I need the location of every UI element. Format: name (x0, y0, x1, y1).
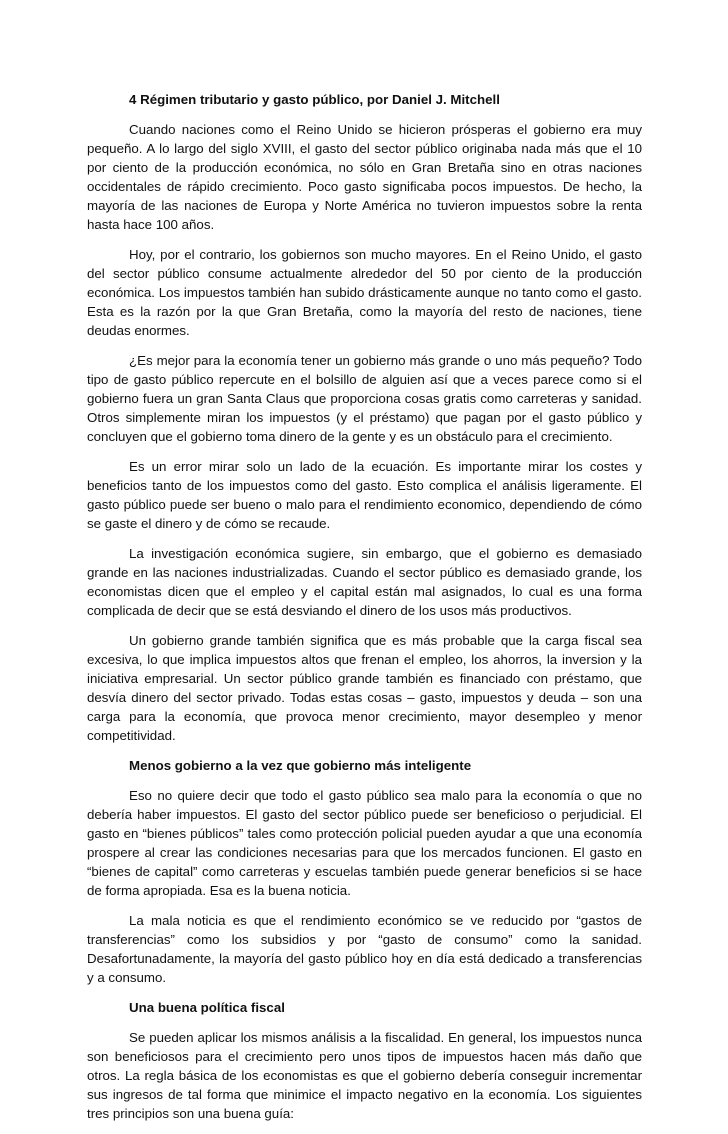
paragraph: Eso no quiere decir que todo el gasto público sea malo para la economía o que no debería haber impuestos. El gasto del sector público puede ser beneficioso o perjudicial. El gasto en “bienes públicos” tales como protección policial pueden ayudar a que una economía prospere al crear las condiciones necesarias para que los mercados funcionen. El gasto en “bienes de capital” como carreteras y escuelas también puede generar beneficios si se hace de forma apropiada. Esa es la buena noticia. (87, 788, 642, 898)
paragraph: Se pueden aplicar los mismos análisis a la fiscalidad. En general, los impuestos nunca son beneficiosos para el crecimiento pero unos tipos de impuestos hacen más daño que otros. La regla básica de los economistas es que el gobierno debería conseguir incrementar sus ingresos de tal forma que minimice el impacto negativo en la economía. Los siguientes tres principios son una buena guía: (87, 1030, 642, 1121)
paragraph: La mala noticia es que el rendimiento económico se ve reducido por “gastos de transferencias” como los subsidios y por “gasto de consumo” como la sanidad. Desafortunadamente, la mayoría del gasto público hoy en día está dedicado a transferencias y a consumo. (87, 913, 642, 985)
subheading: Menos gobierno a la vez que gobierno más inteligente (129, 758, 472, 773)
paragraph: La investigación económica sugiere, sin embargo, que el gobierno es demasiado grande en las naciones industrializadas. Cuando el sector público es demasiado grande, los economistas dicen que el empleo y el capital están mal asignados, lo cual es una forma complicada de decir que se está desviando el dinero de los usos más productivos. (87, 546, 642, 618)
paragraph: Cuando naciones como el Reino Unido se hicieron prósperas el gobierno era muy pequeño. A lo largo del siglo XVIII, el gasto del sector público originaba nada más que el 10 por ciento de la producción económica, no sólo en Gran Bretaña sino en otras naciones occidentales de rápido crecimiento. Poco gasto significaba pocos impuestos. De hecho, la mayoría de las naciones de Europa y Norte América no tuvieron impuestos sobre la renta hasta hace 100 años. (87, 122, 642, 232)
subheading: Una buena política fiscal (129, 1000, 285, 1015)
paragraph: ¿Es mejor para la economía tener un gobierno más grande o uno más pequeño? Todo tipo de gasto público repercute en el bolsillo de alguien así que a veces parece como si el gobierno fuera un gran Santa Claus que proporciona cosas gratis como carreteras y sanidad. Otros simplemente miran los impuestos (y el préstamo) que pagan por el gasto público y concluyen que el gobierno toma dinero de la gente y es un obstáculo para el crecimiento. (87, 353, 642, 444)
document-body (87, 90, 642, 1134)
paragraph: Es un error mirar solo un lado de la ecuación. Es importante mirar los costes y beneficios tanto de los impuestos como del gasto. Esto complica el análisis ligeramente. El gasto público puede ser bueno o malo para el rendimiento economico, dependiendo de cómo se gaste el dinero y de cómo se recaude. (87, 459, 642, 531)
paragraph: Hoy, por el contrario, los gobiernos son mucho mayores. En el Reino Unido, el gasto del sector público consume actualmente alrededor del 50 por ciento de la producción económica. Los impuestos también han subido drásticamente aunque no tanto como el gasto. Esta es la razón por la que Gran Bretaña, como la mayoría del resto de naciones, tiene deudas enormes. (87, 247, 642, 338)
paragraph: Un gobierno grande también significa que es más probable que la carga fiscal sea excesiva, lo que implica impuestos altos que frenan el empleo, los ahorros, la inversion y la iniciativa empresarial. Un sector público grande también es financiado con préstamo, que desvía dinero del sector privado. Todas estas cosas – gasto, impuestos y deuda – son una carga para la economía, que provoca menor crecimiento, mayor desempleo y menor competitividad. (87, 633, 642, 743)
section-heading: 4 Régimen tributario y gasto público, por Daniel J. Mitchell (129, 92, 500, 107)
